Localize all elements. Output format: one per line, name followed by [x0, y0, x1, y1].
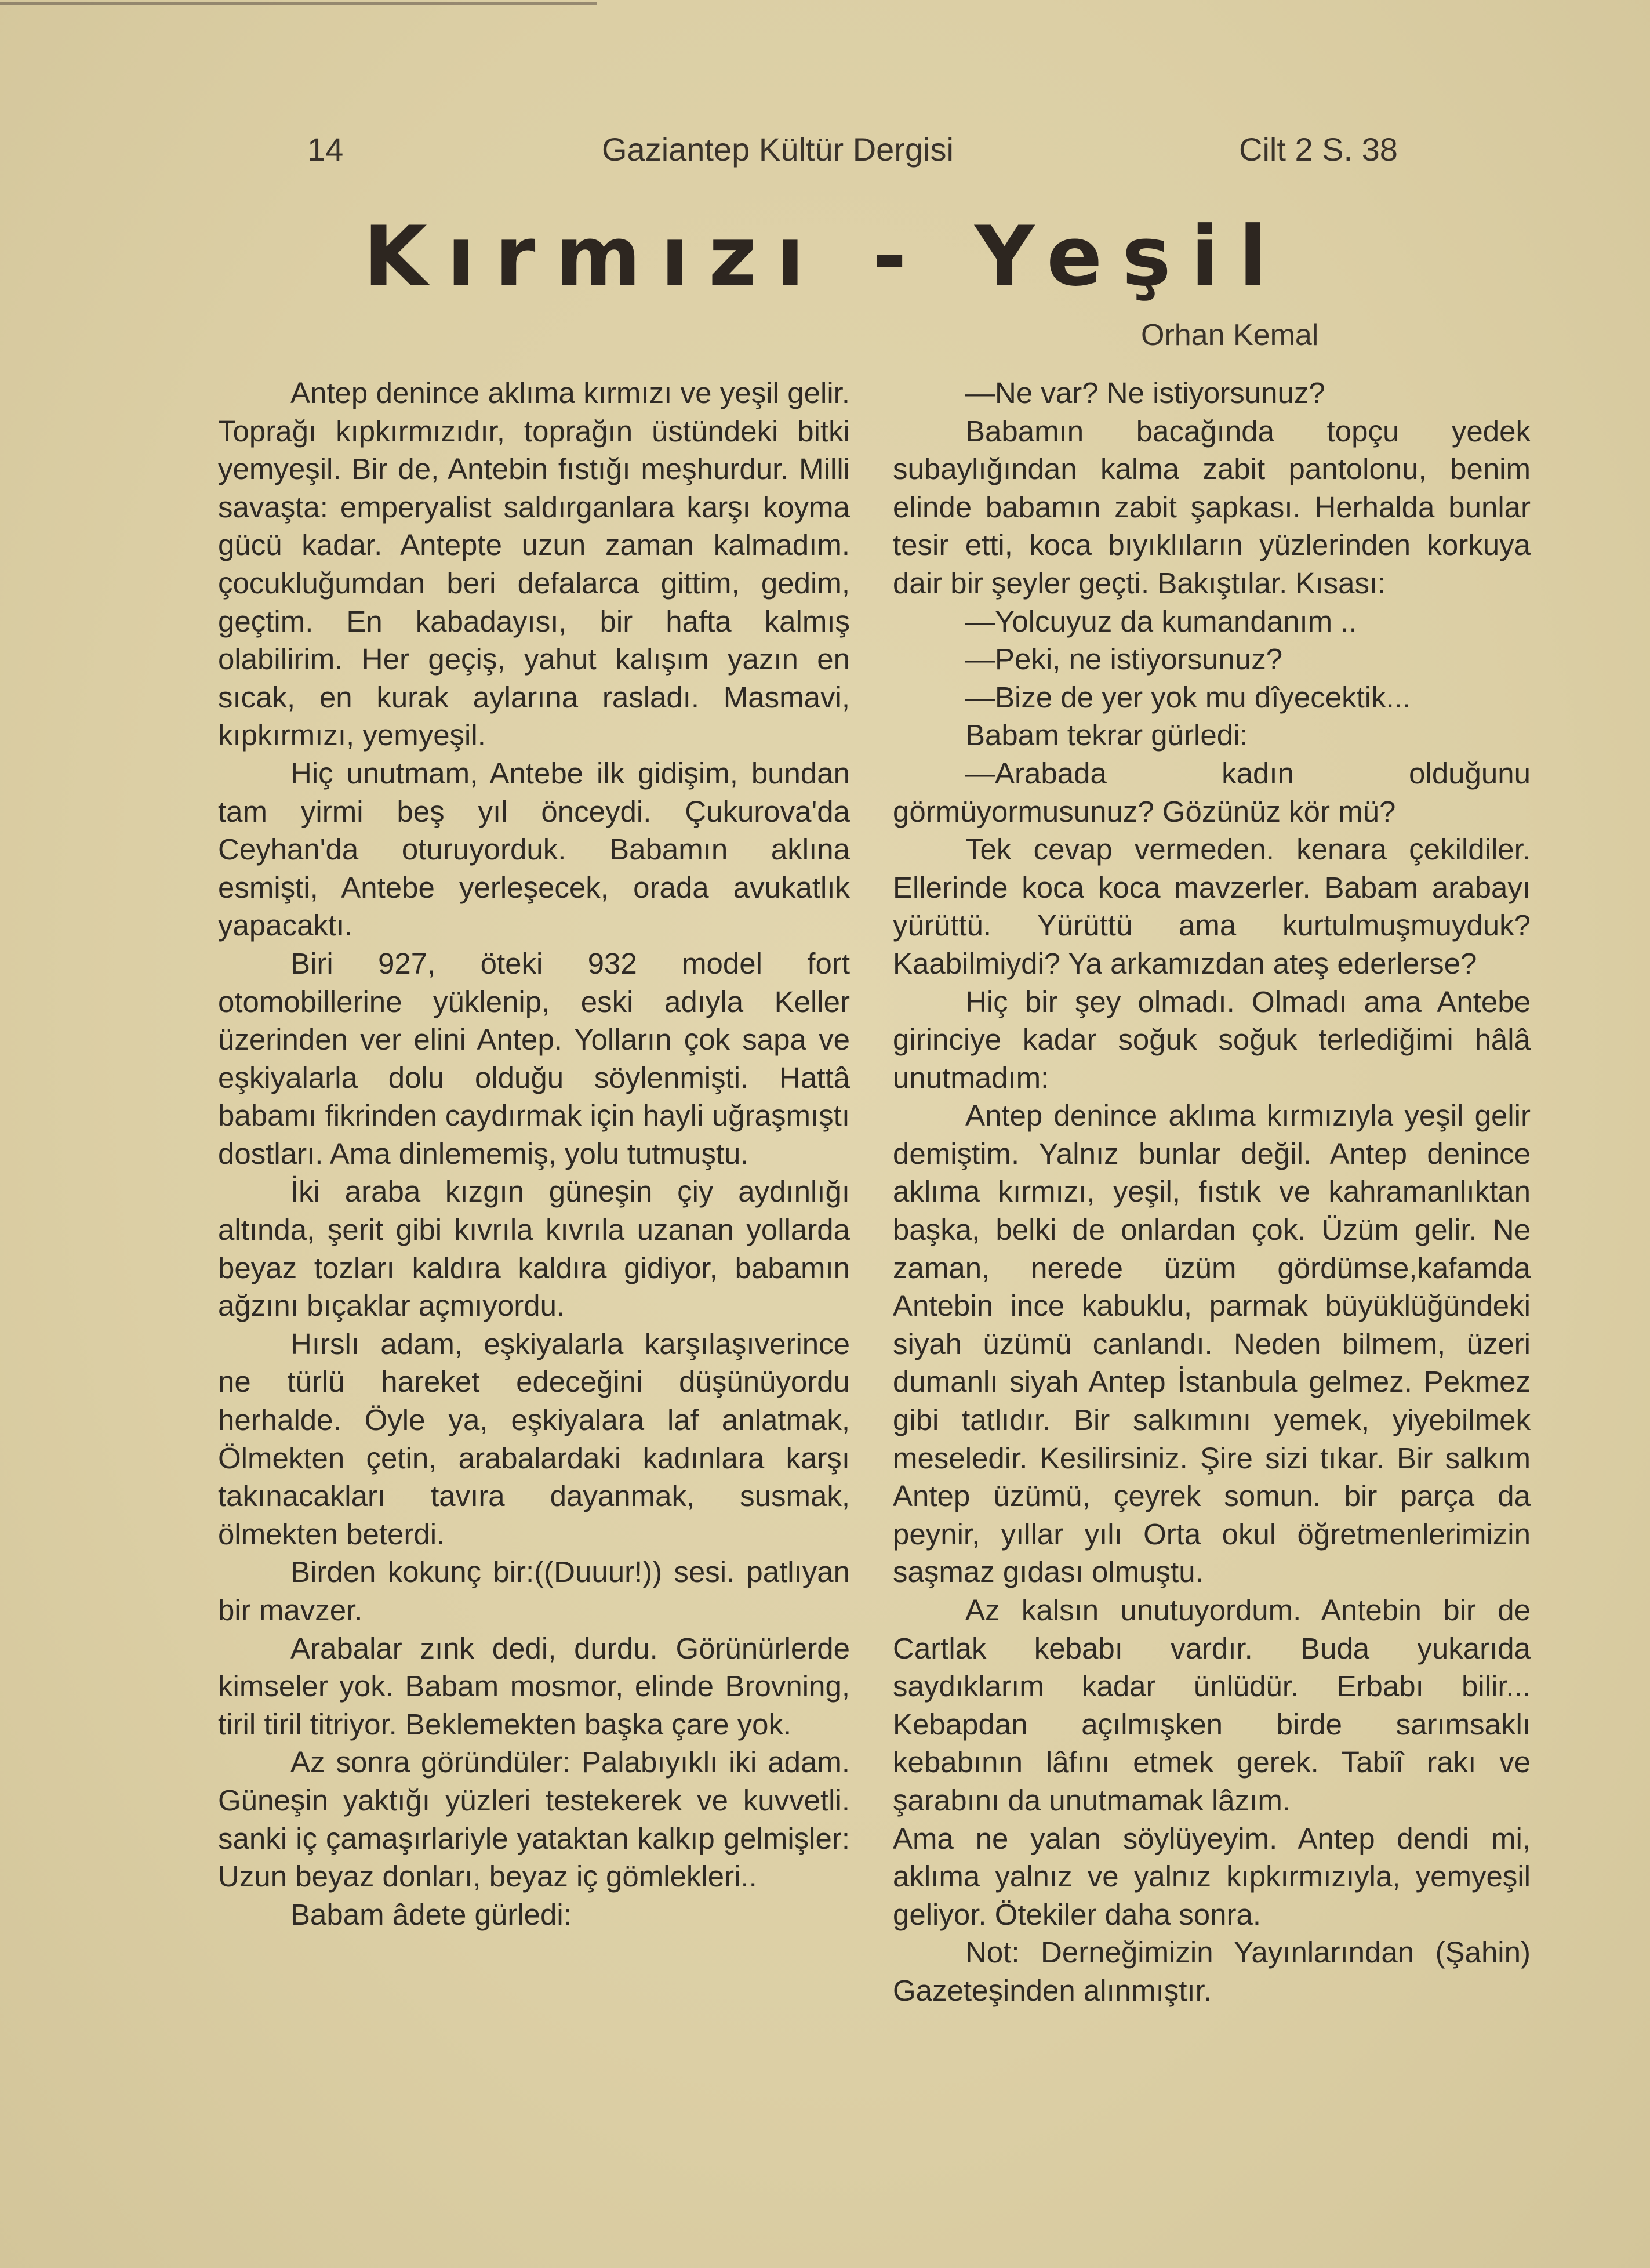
- paragraph: Arabalar zınk dedi, durdu. Görünürlerde kimseler yok. Babam mosmor, elinde Brovning, tiril tiril titriyor. Beklemekten başka çare yok.: [218, 1631, 850, 1741]
- paragraph: Tek cevap vermeden. kenara çekildiler. Ellerinde koca koca mavzerler. Babam arabayı yürüttü. Yürüttü ama kurtulmuşmuyduk? Kaabilmiydi? Ya arkamızdan ateş ederlerse?: [893, 833, 1531, 980]
- page-number: 14: [307, 131, 344, 168]
- right-column: [893, 374, 1531, 2010]
- paragraph: Az sonra göründüler: Palabıyıklı iki adam. Güneşin yaktığı yüzleri testekerek ve kuvvetli. sanki iç çamaşırlariyle yataktan kalkıp gelmişler: Uzun beyaz donları, beyaz iç gömlekleri..: [218, 1746, 850, 1893]
- paragraph: Birden kokunç bir:((Duuur!)) sesi. patlıyan bir mavzer.: [218, 1555, 850, 1627]
- dialogue-line: —Bize de yer yok mu dîyecektik...: [965, 680, 1411, 714]
- paragraph: Antep denince aklıma kırmızı ve yeşil gelir. Toprağı kıpkırmızıdır, toprağın üstündeki bitki yemyeşil. Bir de, Antebin fıstığı meşhurdur. Milli savaşta: emperyalist saldırganlara karşı koyma gücü kadar. Antepte uzun zaman kalmadım. çocukluğumdan beri defalarca gittim, gedim, geçtim. En kabadayısı, bir hafta kalmış olabilirim. Her geçiş, yahut kalışım yazın en sıcak, en kurak aylarına rasladı. Masmavi, kıpkırmızı, yemyeşil.: [218, 376, 850, 752]
- issue-number: Cilt 2 S. 38: [1239, 131, 1398, 168]
- article-author: Orhan Kemal: [1141, 318, 1319, 352]
- dialogue-line: —Arabada kadın olduğunu görmüyormusunuz? Gözünüz kör mü?: [893, 756, 1531, 828]
- running-header: [0, 130, 1650, 183]
- paragraph: Biri 927, öteki 932 model fort otomobillerine yüklenip, eski adıyla Keller üzerinden ver elini Antep. Yolların çok sapa ve eşkiyalarla dolu olduğu söylenmişti. Hattâ babamı fikrinden caydırmak için hayli uğraşmıştı dostları. Ama dinlememiş, yolu tutmuştu.: [218, 946, 850, 1170]
- paragraph: Babam âdete gürledi:: [290, 1897, 572, 1931]
- paragraph: Hırslı adam, eşkiyalarla karşılaşıverince ne türlü hareket edeceğini düşünüyordu herhalde. Öyle ya, eşkiyalara laf anlatmak, Ölmekten çetin, arabalardaki kadınlara karşı takınacakları tavıra dayanmak, susmak, ölmekten beterdi.: [218, 1327, 850, 1551]
- article-title: Kırmızı - Yeşil: [363, 209, 1287, 304]
- dialogue-line: —Peki, ne istiyorsunuz?: [965, 643, 1283, 676]
- source-note: Not: Derneğimizin Yayınlarından (Şahin) Gazeteşinden alınmıştır.: [893, 1936, 1531, 2007]
- paragraph: —Ne var? Ne istiyorsunuz?: [965, 376, 1325, 409]
- paragraph: İki araba kızgın güneşin çiy aydınlığı altında, şerit gibi kıvrıla kıvrıla uzanan yollarda beyaz tozları kaldıra kaldıra gidiyor, babamın ağzını bıçaklar açmıyordu.: [218, 1175, 850, 1323]
- paragraph: Babam tekrar gürledi:: [965, 718, 1248, 752]
- top-edge-rule: [0, 2, 597, 5]
- dialogue-line: —Yolcuyuz da kumandanım ..: [965, 604, 1357, 638]
- paragraph: Antep denince aklıma kırmızıyla yeşil gelir demiştim. Yalnız bunlar değil. Antep denince aklıma kırmızı, yeşil, fıstık ve kahramanlıktan başka, belki de onlardan çok. Üzüm gelir. Ne zaman, nerede üzüm gördümse,kafamda Antebin ince kabuklu, parmak büyüklüğündeki siyah üzümü canlandı. Neden bilmem, üzeri dumanlı siyah Antep İstanbula gelmez. Pekmez gibi tatlıdır. Bir salkımını yemek, yiyebilmek meseledir. Kesilirsiniz. Şire sizi tıkar. Bir salkım Antep üzümü, çeyrek somun. bir parça da peynir, yıllar yılı Orta okul öğretmenlerimizin saşmaz gıdası olmuştu.: [893, 1099, 1531, 1589]
- paragraph: Az kalsın unutuyordum. Antebin bir de Cartlak kebabı vardır. Buda yukarıda saydıklarım kadar ünlüdür. Erbabı bilir... Kebapdan açılmışken birde sarımsaklı kebabının lâfını etmek gerek. Tabiî rakı ve şarabını da unutmamak lâzım.: [893, 1594, 1531, 1817]
- paragraph: Hiç bir şey olmadı. Olmadı ama Antebe girinciye kadar soğuk soğuk terlediğimi hâlâ unutmadım:: [893, 985, 1531, 1094]
- paragraph: Babamın bacağında topçu yedek subaylığından kalma zabit pantolonu, benim elinde babamın zabit şapkası. Herhalda bunlar tesir etti, koca bıyıklıların yüzlerinden korkuya dair bir şeyler geçti. Bakıştılar. Kısası:: [893, 414, 1531, 600]
- paragraph: Hiç unutmam, Antebe ilk gidişim, bundan tam yirmi beş yıl önceydi. Çukurova'da Ceyhan'da oturuyorduk. Babamın aklına esmişti, Antebe yerleşecek, orada avukatlık yapacaktı.: [218, 756, 850, 942]
- paragraph: Ama ne yalan söylüyeyim. Antep dendi mi, aklıma yalnız ve yalnız kıpkırmızıyla, yemyeşil geliyor. Ötekiler daha sonra.: [893, 1821, 1531, 1931]
- journal-name: Gaziantep Kültür Dergisi: [602, 131, 954, 168]
- left-column: [218, 374, 850, 1933]
